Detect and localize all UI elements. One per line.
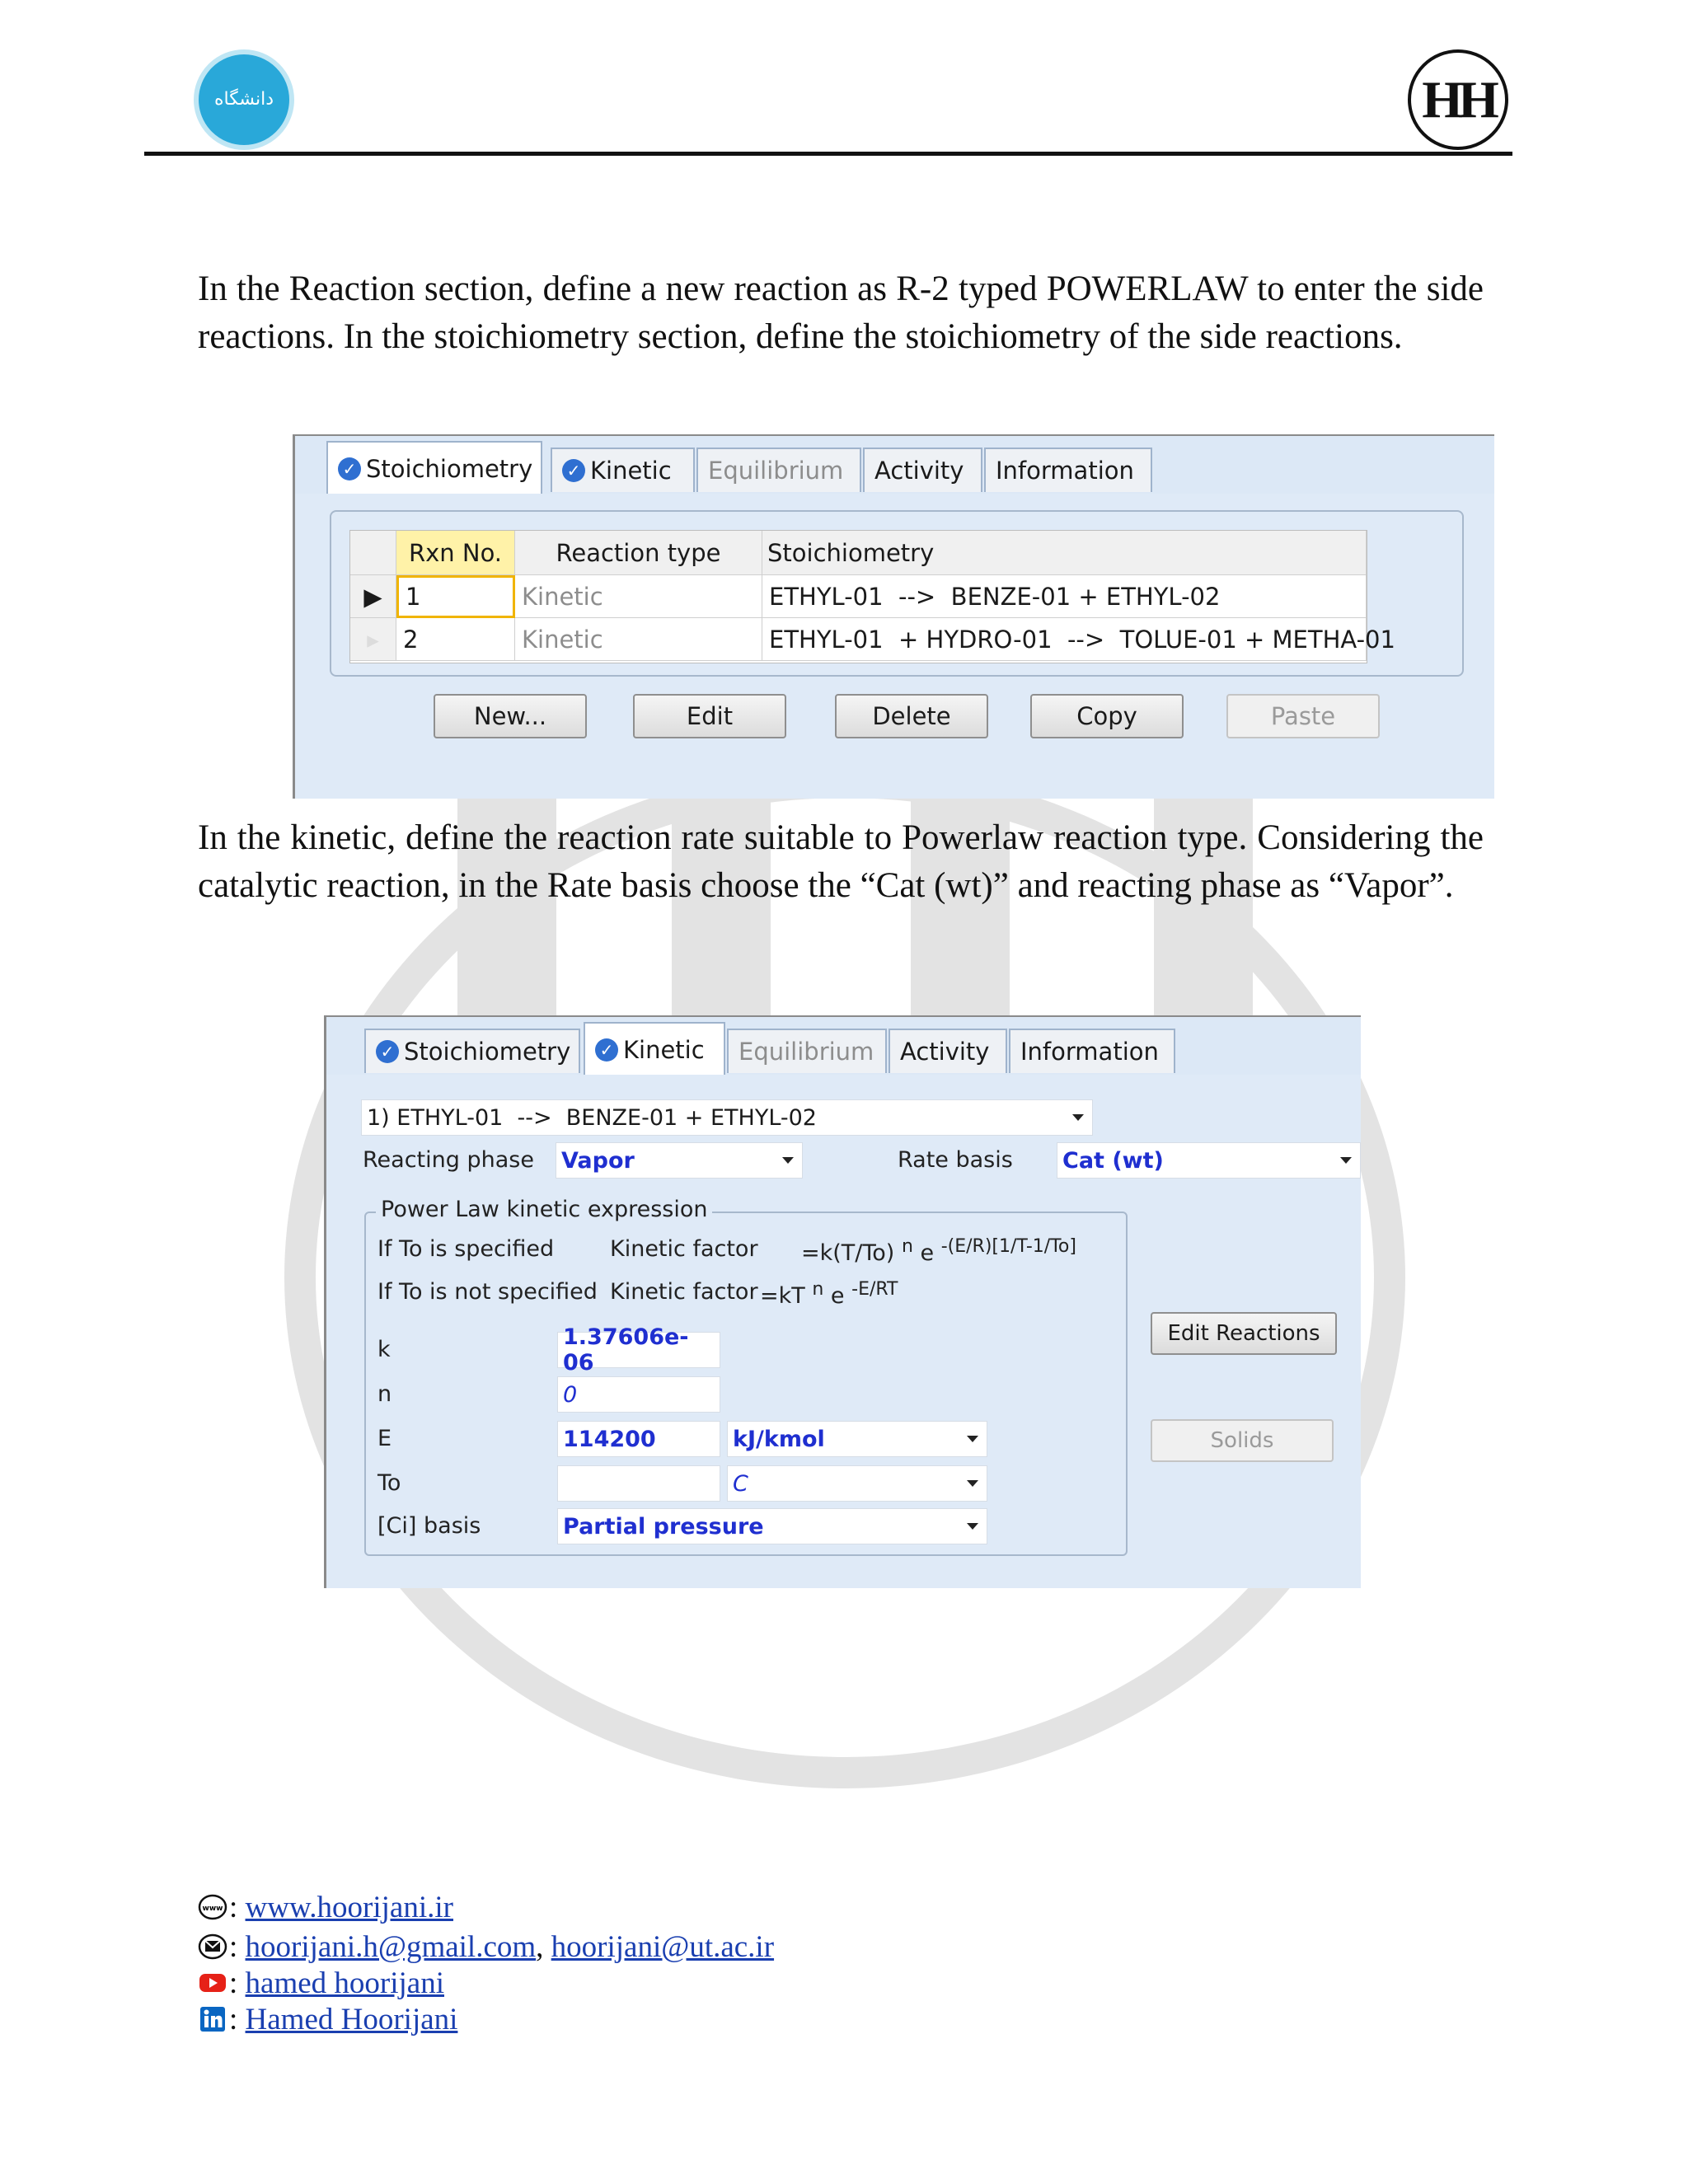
reacting-phase-label: Reacting phase <box>363 1147 534 1173</box>
formula-to-not-specified: =kT $^n$ e $^{-E/RT}$ <box>760 1279 898 1309</box>
if-to-specified-label: If To is specified <box>377 1236 555 1262</box>
tab-activity[interactable]: Activity <box>863 448 982 492</box>
rate-basis-label: Rate basis <box>898 1147 1013 1173</box>
tab-stoichiometry[interactable]: ✓ Stoichiometry <box>326 441 542 495</box>
email-link-ut[interactable]: hoorijani@ut.ac.ir <box>551 1930 775 1964</box>
tab-kinetic[interactable]: ✓ Kinetic <box>551 448 695 492</box>
paragraph-kinetic-section: In the kinetic, define the reaction rate suitable to Powerlaw reaction type. Considering the catalytic reaction, in the Rate basis choose the “Cat (wt)” and reacting phase as “Vapor”. <box>198 818 1484 905</box>
check-icon: ✓ <box>338 457 361 480</box>
n-input[interactable]: 0 <box>557 1376 720 1413</box>
delete-button[interactable]: Delete <box>835 694 988 738</box>
university-logo: دانشگاه <box>194 49 294 150</box>
tab-equilibrium[interactable]: Equilibrium <box>727 1029 887 1073</box>
header-reaction-type[interactable]: Reaction type <box>515 531 762 575</box>
edit-button[interactable]: Edit <box>633 694 786 738</box>
new-button[interactable]: New... <box>434 694 587 738</box>
To-input[interactable] <box>557 1465 720 1502</box>
reactions-groupbox <box>330 510 1464 677</box>
reactions-grid <box>349 530 1395 663</box>
E-label: E <box>377 1426 392 1451</box>
tab-activity[interactable]: Activity <box>889 1029 1007 1073</box>
author-logo: HH <box>1408 49 1508 150</box>
check-icon: ✓ <box>562 459 585 482</box>
solids-button[interactable]: Solids <box>1151 1419 1334 1462</box>
tab-strip <box>326 1017 1361 1076</box>
footer-web: www : www.hoorijani.ir <box>198 1889 453 1927</box>
tab-kinetic[interactable]: ✓ Kinetic <box>584 1022 725 1076</box>
ci-basis-label: [Ci] basis <box>377 1513 481 1539</box>
footer-linkedin: : Hamed Hoorijani <box>198 2001 457 2039</box>
cell-reaction-type[interactable]: Kinetic <box>515 575 762 618</box>
kinetic-factor-label: Kinetic factor <box>610 1236 758 1262</box>
To-label: To <box>377 1470 401 1496</box>
group-title: Power Law kinetic expression <box>376 1197 712 1222</box>
To-unit-select[interactable]: C <box>727 1465 987 1502</box>
reaction-select[interactable]: 1) ETHYL-01 --> BENZE-01 + ETHYL-02 <box>361 1099 1093 1136</box>
power-law-groupbox <box>364 1197 1128 1556</box>
tab-content <box>295 494 1494 799</box>
cell-stoichiometry[interactable]: ETHYL-01 + HYDRO-01 --> TOLUE-01 + METHA-01 <box>762 618 1367 661</box>
check-icon: ✓ <box>595 1038 618 1062</box>
globe-icon <box>198 1894 227 1920</box>
tab-strip <box>295 436 1494 495</box>
k-label: k <box>377 1337 391 1362</box>
header-rule <box>144 152 1512 156</box>
chevron-down-icon <box>967 1523 978 1530</box>
linkedin-icon <box>198 2006 227 2032</box>
chevron-down-icon <box>1340 1157 1352 1164</box>
check-icon: ✓ <box>376 1040 399 1063</box>
youtube-icon <box>198 1970 227 1996</box>
E-unit-select[interactable]: kJ/kmol <box>727 1421 987 1457</box>
n-label: n <box>377 1381 392 1407</box>
row-selector-icon[interactable]: ▸ <box>350 618 396 661</box>
footer-youtube: : hamed hoorijani <box>198 1965 444 2003</box>
ci-basis-select[interactable]: Partial pressure <box>557 1508 987 1544</box>
cell-reaction-type[interactable]: Kinetic <box>515 618 762 661</box>
chevron-down-icon <box>1072 1114 1084 1121</box>
tab-content <box>326 1075 1361 1588</box>
header-rxn-no[interactable]: Rxn No. <box>396 531 515 575</box>
reacting-phase-select[interactable]: Vapor <box>556 1142 803 1179</box>
chevron-down-icon <box>967 1436 978 1442</box>
website-link[interactable]: www.hoorijani.ir <box>245 1891 453 1924</box>
copy-button[interactable]: Copy <box>1030 694 1184 738</box>
tab-stoichiometry[interactable]: ✓ Stoichiometry <box>364 1029 580 1073</box>
cell-rxn-no[interactable]: 2 <box>396 618 515 661</box>
E-input[interactable]: 114200 <box>557 1421 720 1457</box>
footer-email: : hoorijani.h@gmail.com, hoorijani@ut.ac.ir <box>198 1929 774 1966</box>
tab-information[interactable]: Information <box>984 448 1152 492</box>
svg-text:www: www <box>202 1905 223 1913</box>
paste-button[interactable]: Paste <box>1226 694 1380 738</box>
email-icon <box>198 1933 227 1960</box>
grid-corner <box>350 531 396 575</box>
kinetic-factor-label: Kinetic factor <box>610 1279 758 1305</box>
tab-equilibrium[interactable]: Equilibrium <box>696 448 861 492</box>
cell-stoichiometry[interactable]: ETHYL-01 --> BENZE-01 + ETHYL-02 <box>762 575 1367 618</box>
chevron-down-icon <box>967 1480 978 1487</box>
stoichiometry-panel <box>293 434 1494 799</box>
kinetic-panel <box>324 1015 1361 1588</box>
paragraph-reaction-section: In the Reaction section, define a new reaction as R-2 typed POWERLAW to enter the side reactions. In the stoichiometry section, define the stoichiometry of the side reactions. <box>198 269 1484 356</box>
email-link-gmail[interactable]: hoorijani.h@gmail.com <box>245 1930 537 1964</box>
if-to-not-specified-label: If To is not specified <box>377 1279 598 1305</box>
k-input[interactable]: 1.37606e-06 <box>557 1332 720 1368</box>
edit-reactions-button[interactable]: Edit Reactions <box>1151 1312 1337 1355</box>
cell-rxn-no[interactable]: 1 <box>396 575 515 618</box>
formula-to-specified: =k(T/To) $^n$ e $^{-(E/R)[1/T-1/To]}$ <box>801 1236 1076 1266</box>
rate-basis-select[interactable]: Cat (wt) <box>1057 1142 1361 1179</box>
chevron-down-icon <box>782 1157 794 1164</box>
header-stoichiometry[interactable]: Stoichiometry <box>762 531 1367 575</box>
row-selector-icon[interactable]: ▶ <box>350 575 396 618</box>
tab-information[interactable]: Information <box>1009 1029 1175 1073</box>
linkedin-link[interactable]: Hamed Hoorijani <box>245 2003 458 2036</box>
youtube-link[interactable]: hamed hoorijani <box>245 1966 444 2000</box>
